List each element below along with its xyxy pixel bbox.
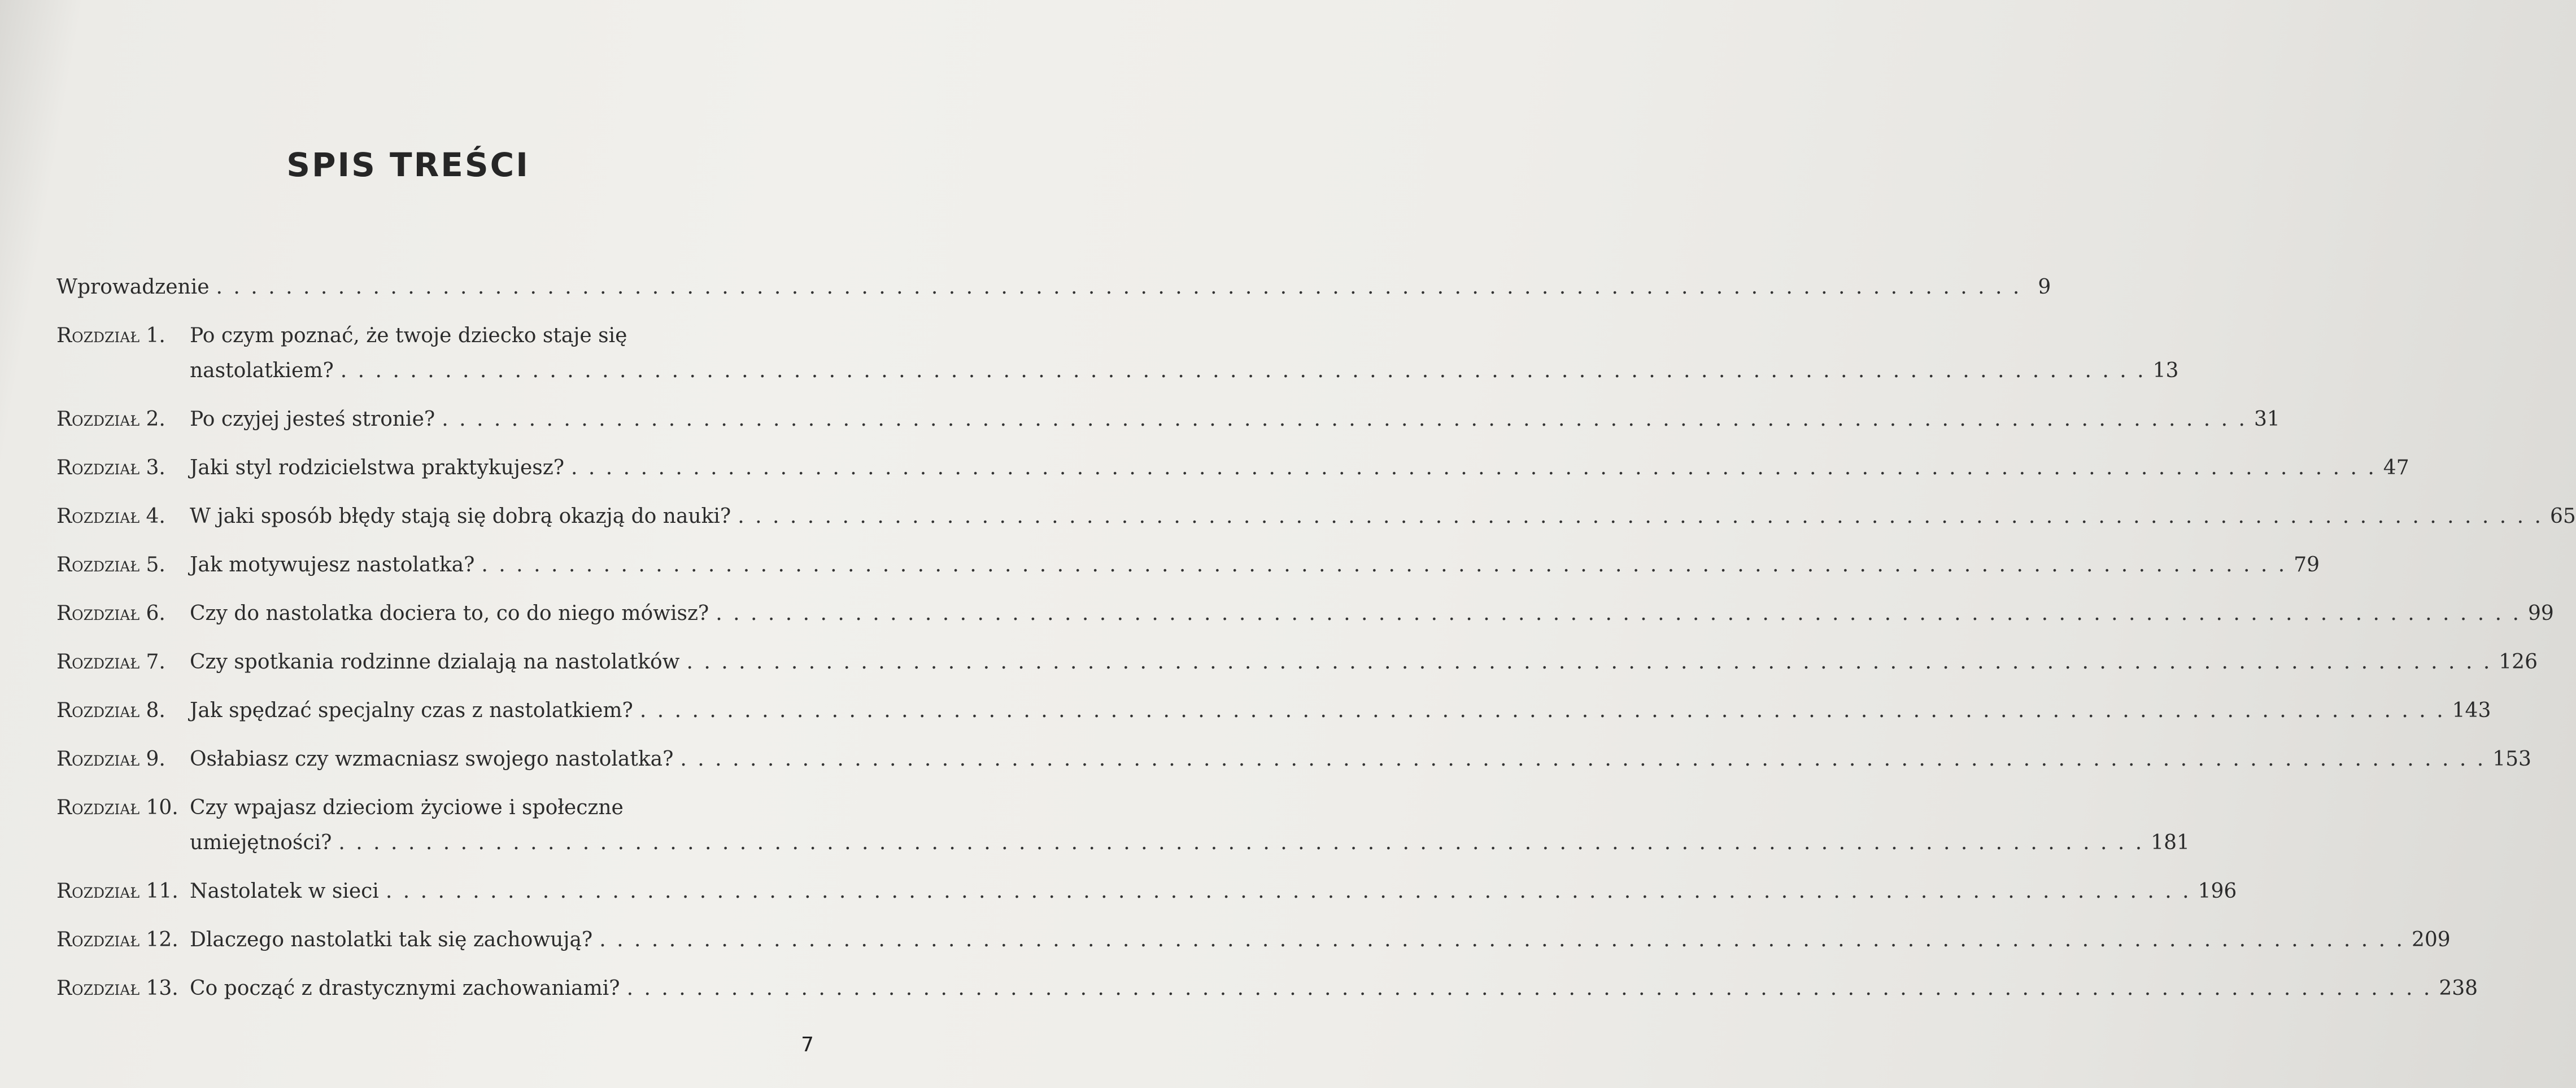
toc-page-number: 209 [2412, 928, 2451, 951]
toc-entry-title: Wprowadzenie [56, 276, 210, 299]
toc-page-number: 238 [2439, 977, 2478, 1000]
toc-entry-body [190, 451, 2409, 486]
chapter-label: Rozdział 13. [56, 977, 178, 1000]
toc-entry-title: Co począć z drastycznymi zachowaniami? [190, 977, 620, 1000]
toc-entry-title: Jak spędzać specjalny czas z nastolatkiem? [190, 699, 633, 722]
toc-entry-chapter-8 [56, 693, 2491, 742]
dot-leader [216, 270, 2022, 305]
chapter-label: Rozdział 1. [56, 324, 165, 347]
chapter-label: Rozdział 3. [56, 456, 165, 479]
dot-leader [738, 499, 2543, 534]
dot-leader [599, 923, 2405, 958]
toc-entry-chapter-4 [56, 499, 2576, 548]
toc-entry-body [190, 693, 2491, 728]
toc-entry-body [190, 548, 2320, 583]
toc-entry-body [56, 270, 2051, 305]
chapter-label: Rozdział 5. [56, 553, 165, 576]
toc-entry-title: Jak motywujesz nastolatka? [190, 553, 475, 576]
dot-leader [627, 971, 2433, 1006]
toc-entry-body [190, 971, 2478, 1006]
toc-entry-body [190, 318, 2178, 388]
dot-leader [687, 645, 2492, 680]
table-of-contents [56, 270, 2576, 1020]
toc-page-number: 181 [2151, 831, 2190, 854]
toc-entry-title-line1: Czy wpajasz dzieciom życiowe i społeczne [190, 796, 624, 819]
toc-entry-title: umiejętności? [190, 831, 332, 854]
toc-entry-body [190, 742, 2531, 777]
toc-entry-body [190, 402, 2280, 437]
toc-entry-title-line1: Po czym poznać, że twoje dziecko staje się [190, 324, 627, 347]
dot-leader [386, 874, 2191, 909]
toc-entry-body [190, 645, 2538, 680]
chapter-label: Rozdział 7. [56, 650, 165, 674]
toc-entry-chapter-1 [56, 318, 2179, 402]
toc-page-number: 65 [2550, 505, 2576, 528]
dot-leader [442, 402, 2247, 437]
toc-entry-chapter-9 [56, 742, 2531, 790]
dot-leader [481, 548, 2287, 583]
toc-entry-chapter-7 [56, 645, 2538, 693]
toc-entry-title: Nastolatek w sieci [190, 880, 379, 903]
toc-page-number: 13 [2152, 359, 2179, 382]
toc-page-number: 31 [2254, 408, 2280, 431]
toc-entry-chapter-11 [56, 874, 2237, 923]
toc-page-number: 153 [2492, 748, 2531, 771]
toc-page-number: 126 [2499, 650, 2538, 674]
dot-leader [640, 693, 2446, 728]
chapter-label: Rozdział 2. [56, 408, 165, 431]
toc-entry-title: Czy spotkania rodzinne dzialają na nastolatków [190, 650, 680, 674]
page-title: SPIS TREŚCI [286, 146, 530, 184]
dot-leader [338, 825, 2144, 860]
toc-entry-chapter-6 [56, 596, 2554, 645]
toc-page-number: 143 [2452, 699, 2491, 722]
toc-entry-title: Po czyjej jesteś stronie? [190, 408, 435, 431]
toc-entry-body [190, 790, 2190, 860]
toc-entry-chapter-13 [56, 971, 2478, 1020]
toc-entry-chapter-12 [56, 923, 2451, 971]
toc-entry-chapter-5 [56, 548, 2320, 596]
chapter-label: Rozdział 11. [56, 880, 178, 903]
toc-entry-title: Czy do nastolatka dociera to, co do niego mówisz? [190, 602, 709, 625]
dot-leader [680, 742, 2486, 777]
dot-leader [716, 596, 2521, 631]
chapter-label: Rozdział 9. [56, 748, 165, 771]
toc-page-number: 9 [2038, 276, 2051, 299]
toc-entry-body [190, 923, 2451, 958]
toc-entry-title: W jaki sposób błędy stają się dobrą okazją do nauki? [190, 505, 731, 528]
toc-entry-body [190, 499, 2576, 534]
toc-page-number: 79 [2294, 553, 2320, 576]
chapter-label: Rozdział 4. [56, 505, 165, 528]
toc-page-number: 99 [2528, 602, 2554, 625]
toc-entry-body [190, 596, 2554, 631]
toc-entry-chapter-2 [56, 402, 2280, 451]
toc-page-number: 47 [2383, 456, 2409, 479]
chapter-label: Rozdział 6. [56, 602, 165, 625]
chapter-label: Rozdział 12. [56, 928, 178, 951]
toc-entry-chapter-10 [56, 790, 2190, 874]
page-number: 7 [801, 1033, 814, 1056]
chapter-label: Rozdział 8. [56, 699, 165, 722]
toc-entry-title: Jaki styl rodzicielstwa praktykujesz? [190, 456, 565, 479]
toc-entry-chapter-3 [56, 451, 2409, 499]
toc-entry-title: nastolatkiem? [190, 359, 334, 382]
toc-page-number: 196 [2198, 880, 2237, 903]
dot-leader [571, 451, 2377, 486]
toc-entry-title: Dlaczego nastolatki tak się zachowują? [190, 928, 593, 951]
toc-entry-title: Osłabiasz czy wzmacniasz swojego nastolatka? [190, 748, 674, 771]
dot-leader [341, 353, 2146, 388]
chapter-label: Rozdział 10. [56, 796, 178, 819]
toc-entry-intro [56, 270, 2051, 318]
toc-entry-body [190, 874, 2237, 909]
